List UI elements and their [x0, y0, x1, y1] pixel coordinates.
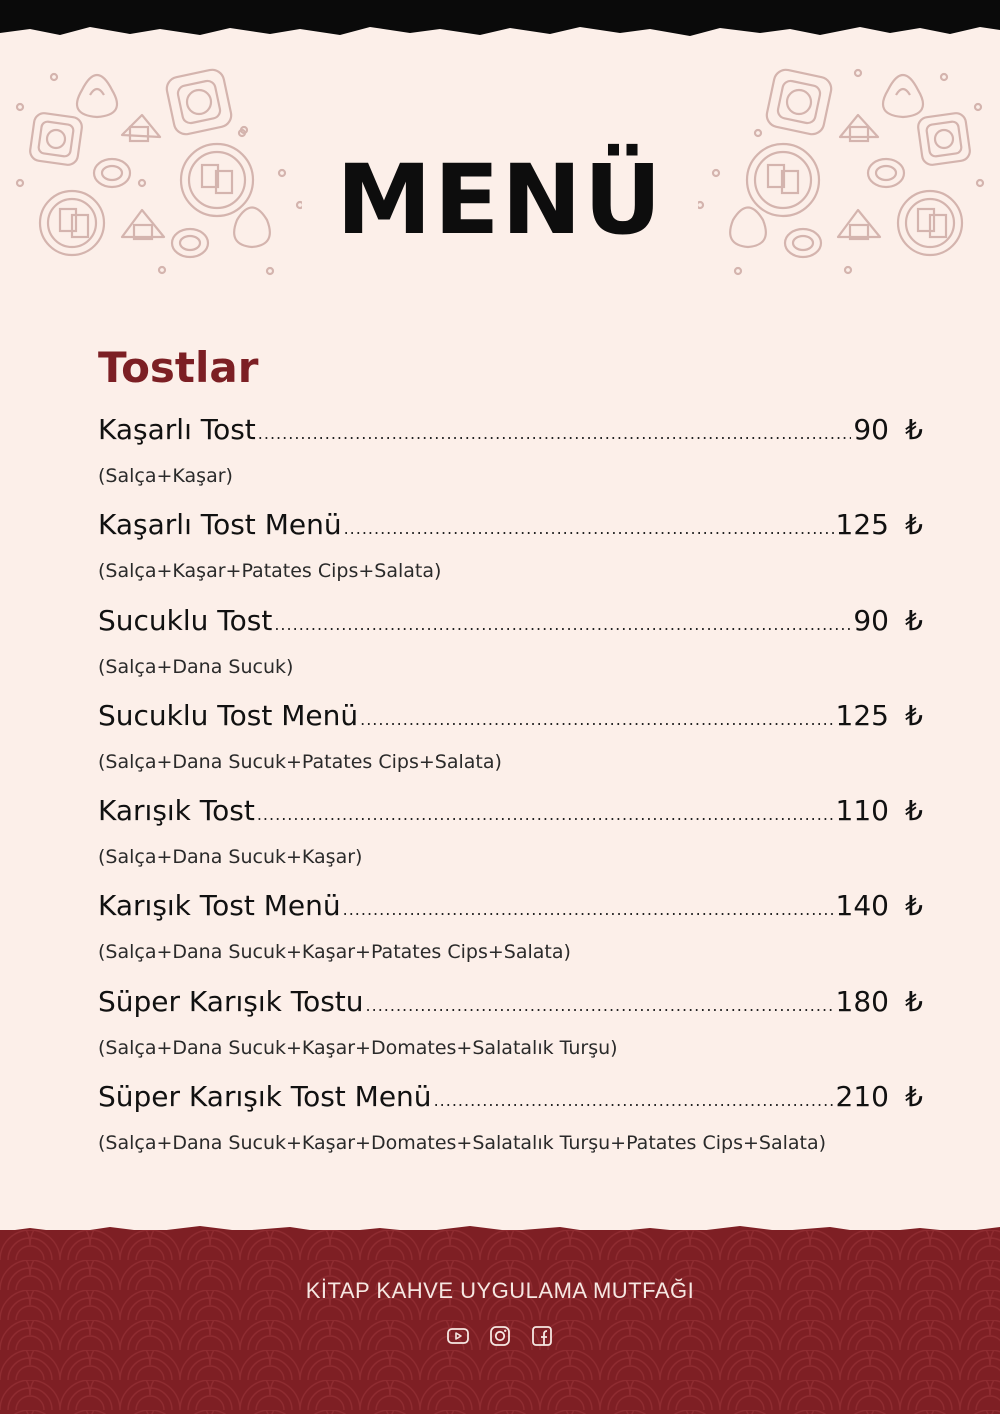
item-description: (Salça+Dana Sucuk+Kaşar+Domates+Salatalık Turşu+Patates Cips+Salata): [98, 1132, 827, 1155]
item-description: (Salça+Dana Sucuk+Patates Cips+Salata): [98, 750, 502, 773]
menu-item-list: [98, 413, 923, 1175]
footer-band: [0, 1230, 1000, 1414]
dotted-leader: [343, 900, 834, 919]
menu-item: [98, 508, 923, 603]
menu-item: [98, 1080, 923, 1175]
lira-symbol: ₺: [905, 889, 923, 923]
dotted-leader: [258, 424, 852, 443]
lira-symbol: ₺: [905, 1080, 923, 1114]
dotted-leader: [366, 996, 834, 1015]
item-price: 180: [835, 984, 889, 1018]
dotted-leader: [344, 519, 834, 538]
item-description: (Salça+Dana Sucuk+Kaşar+Domates+Salatalık Turşu): [98, 1036, 618, 1059]
item-name: Karışık Tost: [98, 794, 255, 828]
item-name: Sucuklu Tost Menü: [98, 698, 359, 732]
section-title-tostlar: Tostlar: [98, 343, 259, 392]
instagram-icon[interactable]: [488, 1324, 512, 1348]
menu-title: MENÜ: [336, 144, 664, 256]
item-price: 90: [853, 603, 889, 637]
facebook-icon[interactable]: [530, 1324, 554, 1348]
item-price: 125: [835, 508, 889, 542]
item-price: 140: [835, 889, 889, 923]
item-name: Karışık Tost Menü: [98, 889, 341, 923]
social-links: [0, 1324, 1000, 1348]
dotted-leader: [274, 615, 851, 634]
item-name: Süper Karışık Tostu: [98, 984, 364, 1018]
lira-symbol: ₺: [905, 698, 923, 732]
top-brush-border: [0, 0, 1000, 44]
menu-item: [98, 413, 923, 508]
item-price: 125: [835, 698, 889, 732]
item-price: 110: [835, 794, 889, 828]
dotted-leader: [360, 710, 833, 729]
item-price: 210: [835, 1080, 889, 1114]
menu-item: [98, 794, 923, 889]
item-name: Kaşarlı Tost: [98, 413, 256, 446]
footer-brand-title: KİTAP KAHVE UYGULAMA MUTFAĞI: [305, 1278, 695, 1303]
youtube-icon[interactable]: [446, 1324, 470, 1348]
lira-symbol: ₺: [905, 508, 923, 542]
lira-symbol: ₺: [905, 984, 923, 1018]
wave-pattern-decoration: [0, 1230, 1000, 1414]
dotted-leader: [434, 1091, 834, 1110]
menu-item: [98, 604, 923, 699]
menu-item: [98, 985, 923, 1080]
item-description: (Salça+Kaşar): [98, 465, 233, 487]
dotted-leader: [257, 805, 834, 824]
item-name: Kaşarlı Tost Menü: [98, 508, 342, 542]
item-description: (Salça+Dana Sucuk): [98, 655, 294, 678]
menu-item: [98, 889, 923, 984]
item-description: (Salça+Dana Sucuk+Kaşar): [98, 846, 363, 869]
lira-symbol: ₺: [905, 794, 923, 828]
item-name: Sucuklu Tost: [98, 603, 273, 637]
lira-symbol: ₺: [905, 413, 923, 446]
item-description: (Salça+Kaşar+Patates Cips+Salata): [98, 560, 442, 583]
item-description: (Salça+Dana Sucuk+Kaşar+Patates Cips+Salata): [98, 941, 571, 964]
item-price: 90: [853, 413, 889, 446]
lira-symbol: ₺: [905, 603, 923, 637]
menu-item: [98, 699, 923, 794]
item-name: Süper Karışık Tost Menü: [98, 1080, 432, 1114]
